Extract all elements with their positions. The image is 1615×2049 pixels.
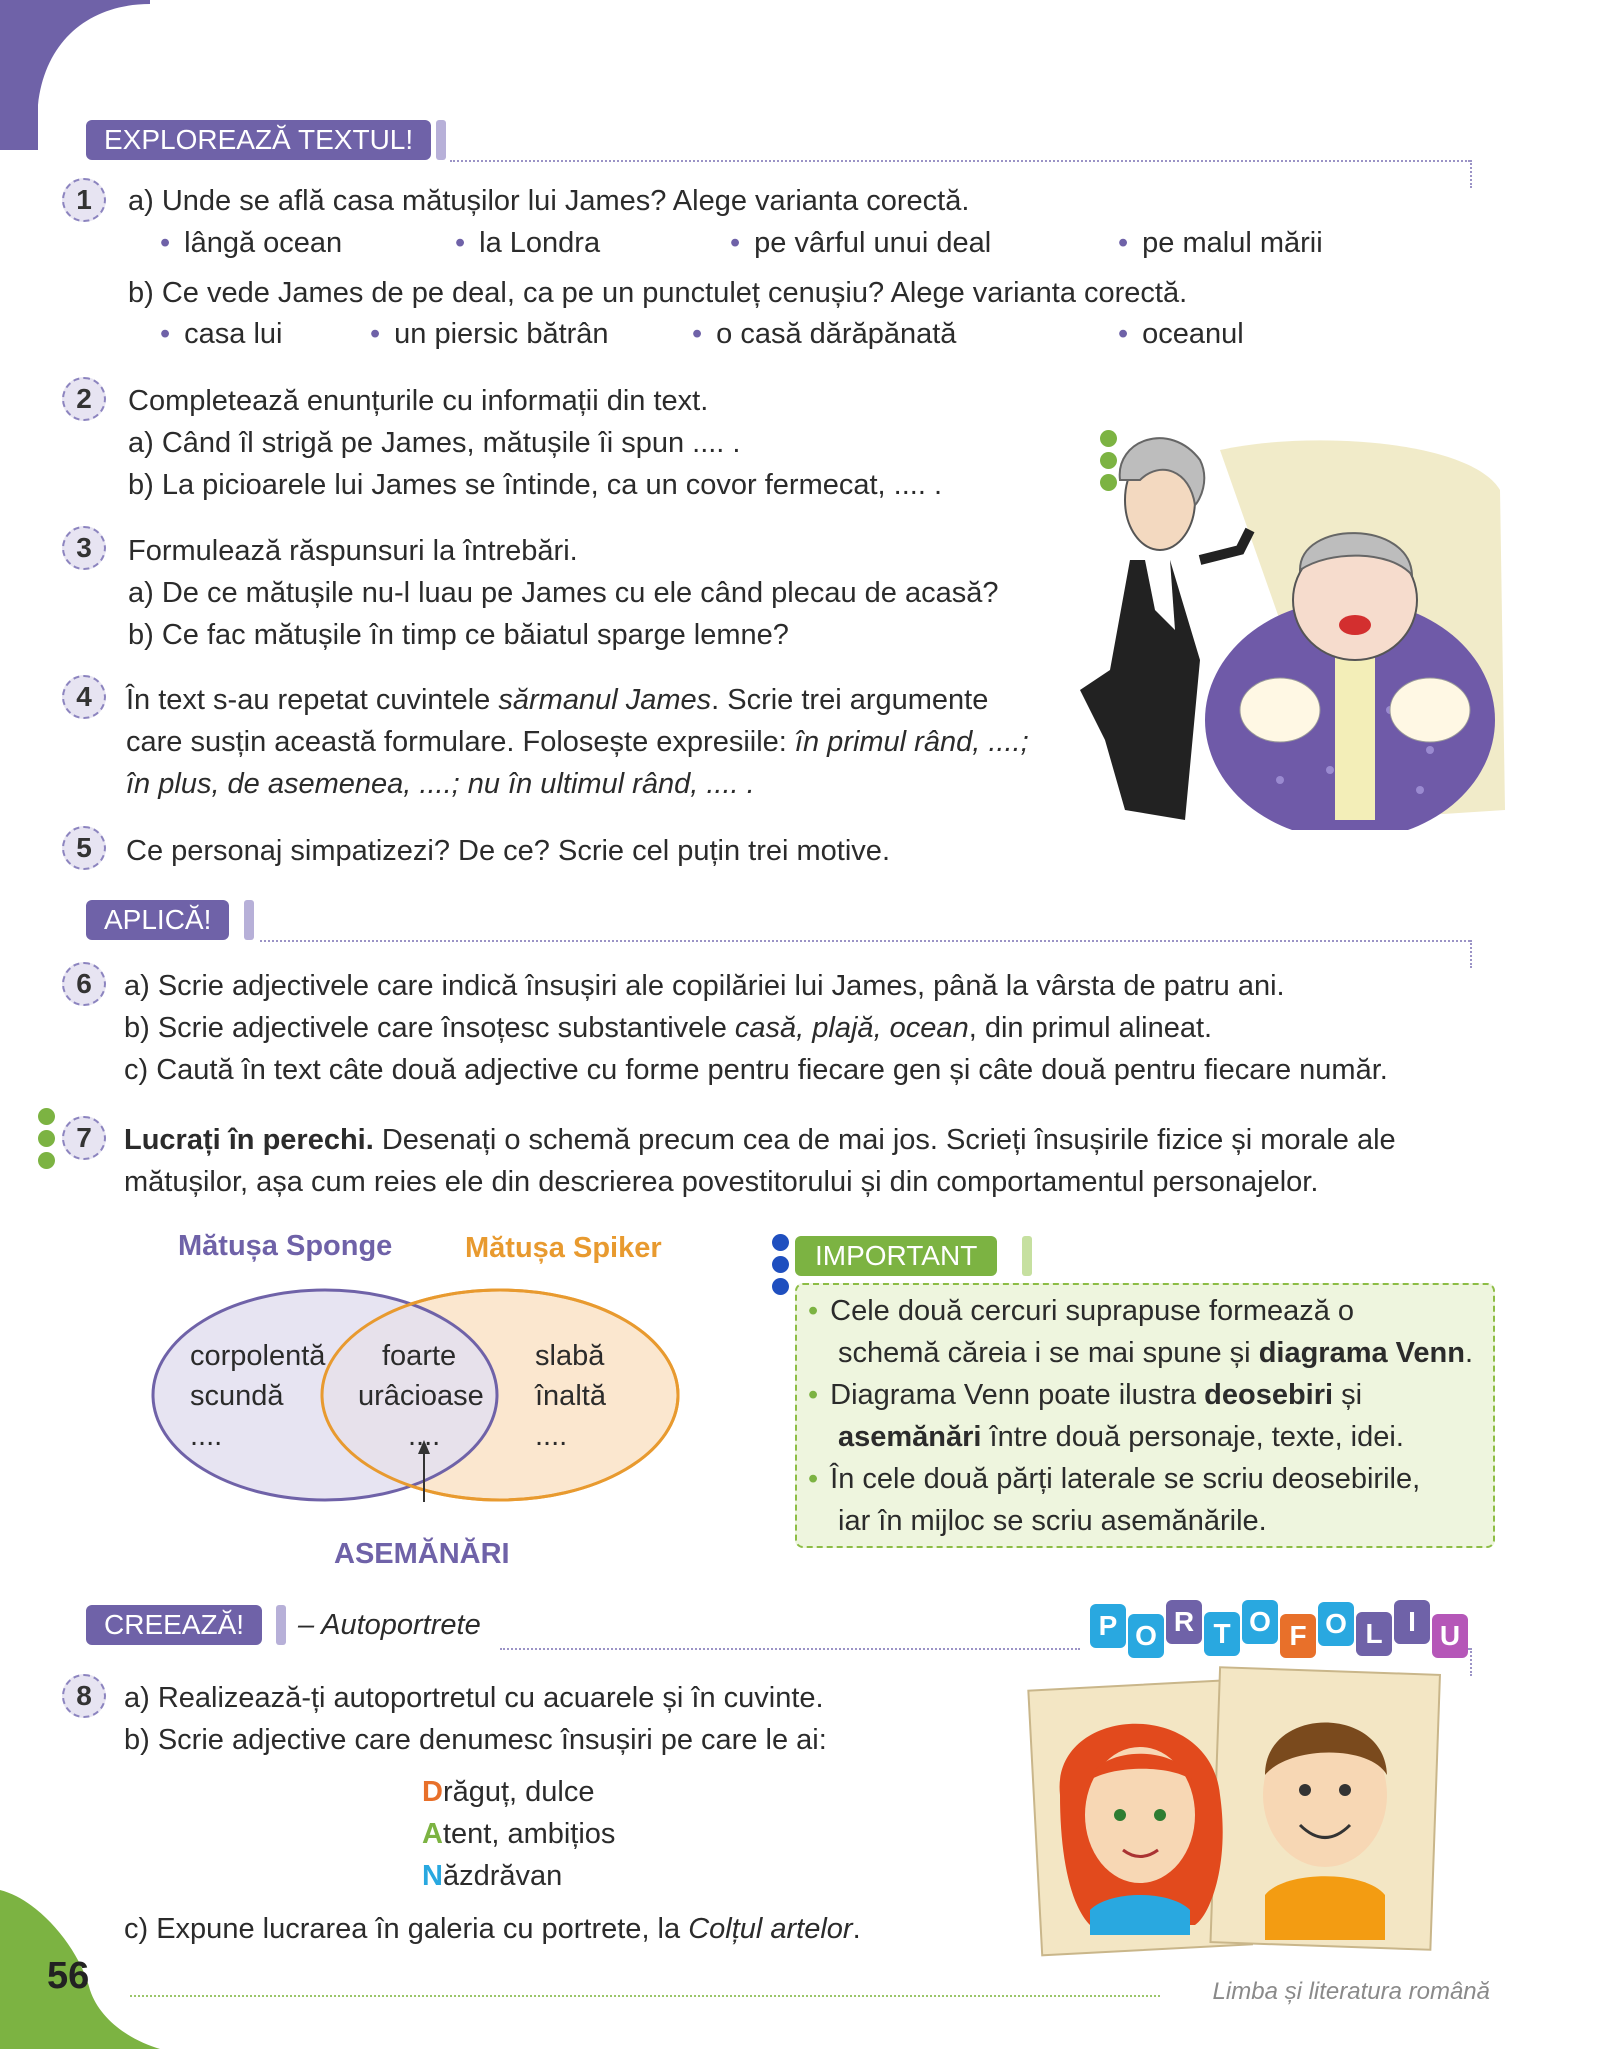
important-line (838, 1416, 1404, 1458)
text: Desenați o schemă precum cea de mai jos. Scrieți însușirile fizice și morale ale (373, 1124, 1396, 1156)
text: Cele două cercuri suprapuse formează o (830, 1295, 1355, 1327)
question-4-line1 (126, 679, 988, 721)
acrostic-line (422, 1771, 595, 1813)
option: • o casă dărăpănată (692, 313, 956, 355)
important-line: • Cele două cercuri suprapuse formează o (808, 1295, 1355, 1327)
portfolio-letter: R (1166, 1600, 1202, 1644)
section-create-title: CREEAZĂ! (86, 1605, 262, 1645)
bold-text: diagrama Venn (1258, 1337, 1465, 1369)
acrostic-letter: N (422, 1860, 443, 1892)
divider (500, 1648, 1080, 1650)
venn-middle-word: urâcioase (358, 1380, 484, 1412)
important-title: IMPORTANT (795, 1236, 997, 1276)
bold-text: Lucrați în perechi. (124, 1124, 374, 1156)
portfolio-letter: O (1128, 1614, 1164, 1658)
venn-right-word: .... (535, 1420, 568, 1452)
venn-left-word: .... (190, 1420, 223, 1452)
text: , din primul alineat. (968, 1012, 1213, 1044)
section-create-subtitle: – Autoportrete (298, 1609, 481, 1641)
venn-middle-word: foarte (382, 1340, 457, 1372)
divider (1470, 940, 1472, 968)
text: schemă căreia i se mai spune și (838, 1337, 1259, 1369)
section-apply-title: APLICĂ! (86, 900, 229, 940)
question-2a: a) Când îl strigă pe James, mătușile îi spun .... . (128, 427, 741, 459)
portfolio-letter: L (1356, 1612, 1392, 1656)
acrostic-line (422, 1813, 615, 1855)
italic-text: în plus, de asemenea, ....; nu în ultimul rând, .... . (126, 768, 755, 800)
option: • pe malul mării (1118, 222, 1323, 264)
question-3a: a) De ce mătușile nu-l luau pe James cu ele când plecau de acasă? (128, 577, 999, 609)
venn-middle-word: .... (408, 1420, 441, 1452)
option: • pe vârful unui deal (730, 222, 991, 264)
text: tent, ambițios (442, 1818, 616, 1850)
venn-left-title: Mătușa Sponge (178, 1230, 393, 1262)
text: b) Scrie adjectivele care însoțesc substantivele (124, 1012, 735, 1044)
text: . Scrie trei argumente (711, 684, 989, 716)
portfolio-letter: O (1242, 1600, 1278, 1644)
text: și (1333, 1379, 1363, 1411)
option: • lângă ocean (160, 222, 342, 264)
question-2-title: Completează enunțurile cu informații din text. (128, 385, 709, 417)
question-number: 5 (62, 826, 106, 870)
bold-text: asemănări (838, 1421, 982, 1453)
aunts-illustration (1050, 410, 1510, 830)
tag-bar (436, 120, 446, 160)
venn-left-word: corpolentă (190, 1340, 326, 1372)
italic-text: casă, plajă, ocean (734, 1012, 969, 1044)
question-4-line2 (126, 721, 1029, 763)
question-7-line2: mătușilor, așa cum reies ele din descrierea povestitorului și din comportamentul personajelor. (124, 1166, 1319, 1198)
important-line (838, 1332, 1473, 1374)
acrostic-letter: A (422, 1818, 443, 1850)
divider (260, 940, 1470, 942)
divider (1470, 1648, 1472, 1676)
question-1b: b) Ce vede James de pe deal, ca pe un punctuleț cenușiu? Alege varianta corectă. (128, 277, 1188, 309)
text: . (1465, 1337, 1474, 1369)
footer-divider (130, 1995, 1160, 1997)
important-line: iar în mijloc se scriu asemănările. (838, 1505, 1267, 1537)
venn-similarity-label: ASEMĂNĂRI (334, 1538, 510, 1570)
dots-decoration (38, 1108, 56, 1174)
important-line: • Diagrama Venn poate ilustra deosebiri și (808, 1379, 1363, 1411)
page-number: 56 (47, 1955, 90, 1997)
important-line: • În cele două părți laterale se scriu deosebirile, (808, 1463, 1421, 1495)
text: răguț, dulce (442, 1776, 595, 1808)
section-explore-title: EXPLOREAZĂ TEXTUL! (86, 120, 431, 160)
question-number: 6 (62, 962, 106, 1006)
question-8b: b) Scrie adjective care denumesc însușiri pe care le ai: (124, 1724, 827, 1756)
portraits-illustration (1020, 1665, 1460, 1965)
text: Diagrama Venn poate ilustra (830, 1379, 1205, 1411)
question-7-line1 (124, 1119, 1396, 1161)
question-6a: a) Scrie adjectivele care indică însușiri ale copilăriei lui James, până la vârsta de patru ani. (124, 970, 1285, 1002)
italic-text: în primul rând, ....; (794, 726, 1029, 758)
question-number: 4 (62, 675, 106, 719)
acrostic-letter: D (422, 1776, 443, 1808)
text: În cele două părți laterale se scriu deosebirile, (830, 1463, 1421, 1495)
question-number: 1 (62, 178, 106, 222)
question-number: 7 (62, 1116, 106, 1160)
question-number: 2 (62, 377, 106, 421)
bold-text: deosebiri (1204, 1379, 1334, 1411)
portfolio-letter: U (1432, 1614, 1468, 1658)
question-4-line3 (126, 763, 755, 805)
question-8c (124, 1908, 861, 1950)
italic-text: sărmanul James (498, 684, 712, 716)
tag-bar (276, 1605, 286, 1645)
divider (1470, 160, 1472, 188)
question-1a: a) Unde se află casa mătușilor lui James? Alege varianta corectă. (128, 185, 970, 217)
question-8a: a) Realizează-ți autoportretul cu acuarele și în cuvinte. (124, 1682, 824, 1714)
text: . (852, 1913, 861, 1945)
question-number: 8 (62, 1674, 106, 1718)
divider (450, 160, 1470, 162)
acrostic-line (422, 1855, 562, 1897)
option: • un piersic bătrân (370, 313, 609, 355)
question-6c: c) Caută în text câte două adjective cu forme pentru fiecare gen și câte două pentru fiecare număr. (124, 1054, 1388, 1086)
dots-decoration (772, 1234, 790, 1300)
text: c) Expune lucrarea în galeria cu portrete, la (124, 1913, 689, 1945)
venn-right-word: slabă (535, 1340, 605, 1372)
portfolio-letter: O (1318, 1602, 1354, 1646)
venn-right-word: înaltă (535, 1380, 606, 1412)
venn-left-word: scundă (190, 1380, 284, 1412)
text: ăzdrăvan (442, 1860, 563, 1892)
question-2b: b) La picioarele lui James se întinde, ca un covor fermecat, .... . (128, 469, 942, 501)
question-6b (124, 1007, 1212, 1049)
question-5: Ce personaj simpatizezi? De ce? Scrie cel puțin trei motive. (126, 835, 890, 867)
question-3-title: Formulează răspunsuri la întrebări. (128, 535, 578, 567)
question-number: 3 (62, 526, 106, 570)
portfolio-letter: I (1394, 1600, 1430, 1644)
question-3b: b) Ce fac mătușile în timp ce băiatul sparge lemne? (128, 619, 789, 651)
option: • casa lui (160, 313, 282, 355)
portfolio-letter: P (1090, 1604, 1126, 1648)
italic-text: Colțul artelor (688, 1913, 853, 1945)
option: • la Londra (455, 222, 600, 264)
book-title: Limba și literatura română (1212, 1978, 1490, 2005)
portfolio-letter: F (1280, 1614, 1316, 1658)
option: • oceanul (1118, 313, 1244, 355)
tag-bar (244, 900, 254, 940)
text: care susțin această formulare. Folosește expresiile: (126, 726, 795, 758)
portfolio-letter: T (1204, 1612, 1240, 1656)
text: între două personaje, texte, idei. (981, 1421, 1404, 1453)
tag-bar (1022, 1236, 1032, 1276)
venn-right-title: Mătușa Spiker (465, 1232, 662, 1264)
text: În text s-au repetat cuvintele (126, 684, 499, 716)
